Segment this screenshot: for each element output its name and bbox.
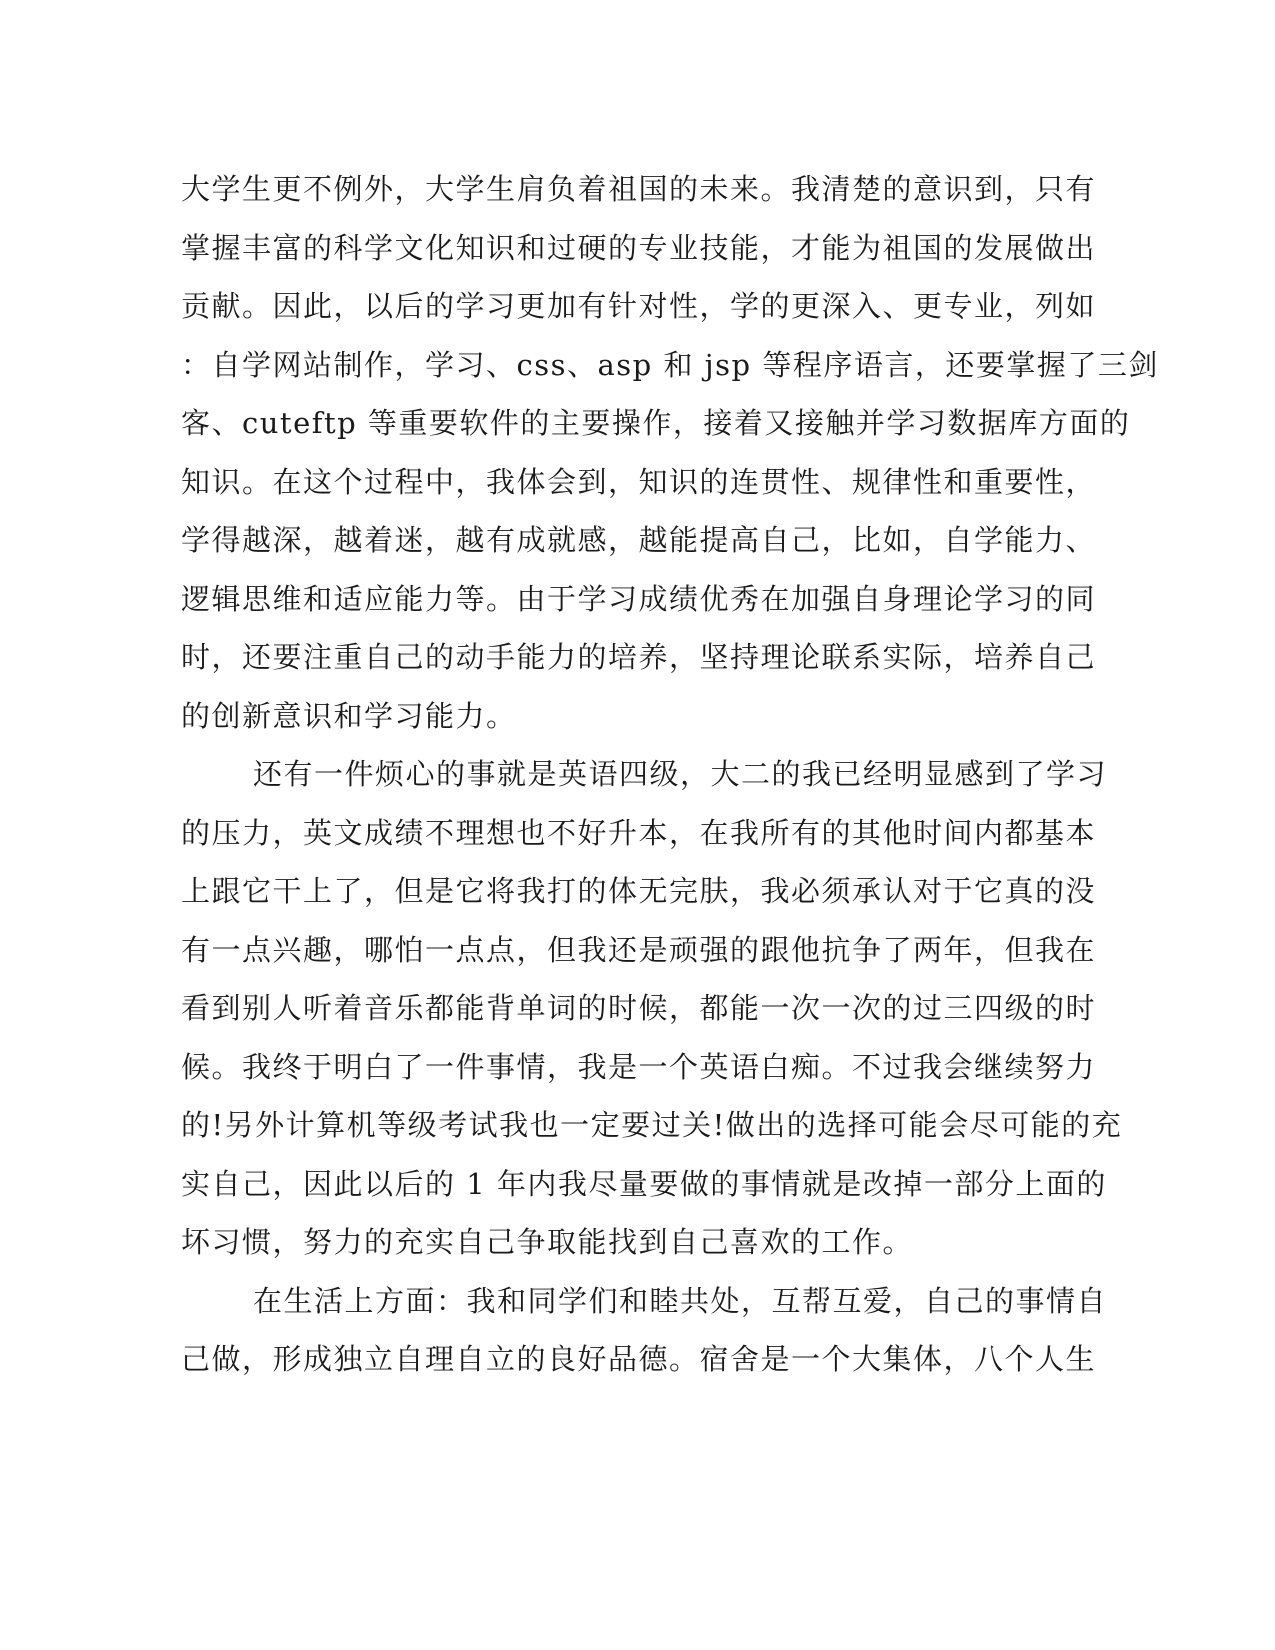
text-line: 候。我终于明白了一件事情，我是一个英语白痴。不过我会继续努力 <box>181 1049 1097 1084</box>
text-line: ：自学网站制作，学习、css、asp 和 jsp 等程序语言，还要掌握了三剑 <box>181 347 1159 382</box>
text-line: 大学生更不例外，大学生肩负着祖国的未来。我清楚的意识到，只有 <box>181 172 1097 206</box>
text-line: 客、cuteftp 等重要软件的主要操作，接着又接触并学习数据库方面的 <box>181 406 1131 440</box>
text-line: 逻辑思维和适应能力等。由于学习成绩优秀在加强自身理论学习的同 <box>181 581 1097 616</box>
text-line: 坏习惯，努力的充实自己争取能找到自己喜欢的工作。 <box>181 1225 914 1259</box>
text-line: 己做，形成独立自理自立的良好品德。宿舍是一个大集体，八个人生 <box>181 1342 1097 1376</box>
text-line: 的压力，英文成绩不理想也不好升本，在我所有的其他时间内都基本 <box>181 815 1097 850</box>
text-line: 贡献。因此，以后的学习更加有针对性，学的更深入、更专业，列如 <box>181 289 1097 323</box>
text-line: 的创新意识和学习能力。 <box>181 698 517 733</box>
paragraph-3 <box>181 1272 1108 1389</box>
text-line: 上跟它干上了，但是它将我打的体无完肤，我必须承认对于它真的没 <box>181 874 1097 908</box>
document-body <box>181 160 1159 1389</box>
text-line: 还有一件烦心的事就是英语四级，大二的我已经明显感到了学习 <box>253 757 1108 791</box>
paragraph-1 <box>181 160 1159 745</box>
text-line: 学得越深，越着迷，越有成就感，越能提高自己，比如，自学能力、 <box>181 523 1097 557</box>
text-line: 在生活上方面：我和同学们和睦共处，互帮互爱，自己的事情自 <box>253 1283 1108 1318</box>
text-line: 有一点兴趣，哪怕一点点，但我还是顽强的跟他抗争了两年，但我在 <box>181 932 1097 967</box>
text-line: 知识。在这个过程中，我体会到，知识的连贯性、规律性和重要性， <box>181 464 1097 499</box>
text-line: 时，还要注重自己的动手能力的培养，坚持理论联系实际，培养自己 <box>181 640 1097 674</box>
text-line: 看到别人听着音乐都能背单词的时候，都能一次一次的过三四级的时 <box>181 991 1097 1025</box>
text-line: 的!另外计算机等级考试我也一定要过关!做出的选择可能会尽可能的充 <box>181 1108 1123 1142</box>
text-line: 掌握丰富的科学文化知识和过硬的专业技能，才能为祖国的发展做出 <box>181 230 1097 265</box>
text-line: 实自己，因此以后的 1 年内我尽量要做的事情就是改掉一部分上面的 <box>181 1166 1107 1201</box>
paragraph-2 <box>181 745 1123 1272</box>
